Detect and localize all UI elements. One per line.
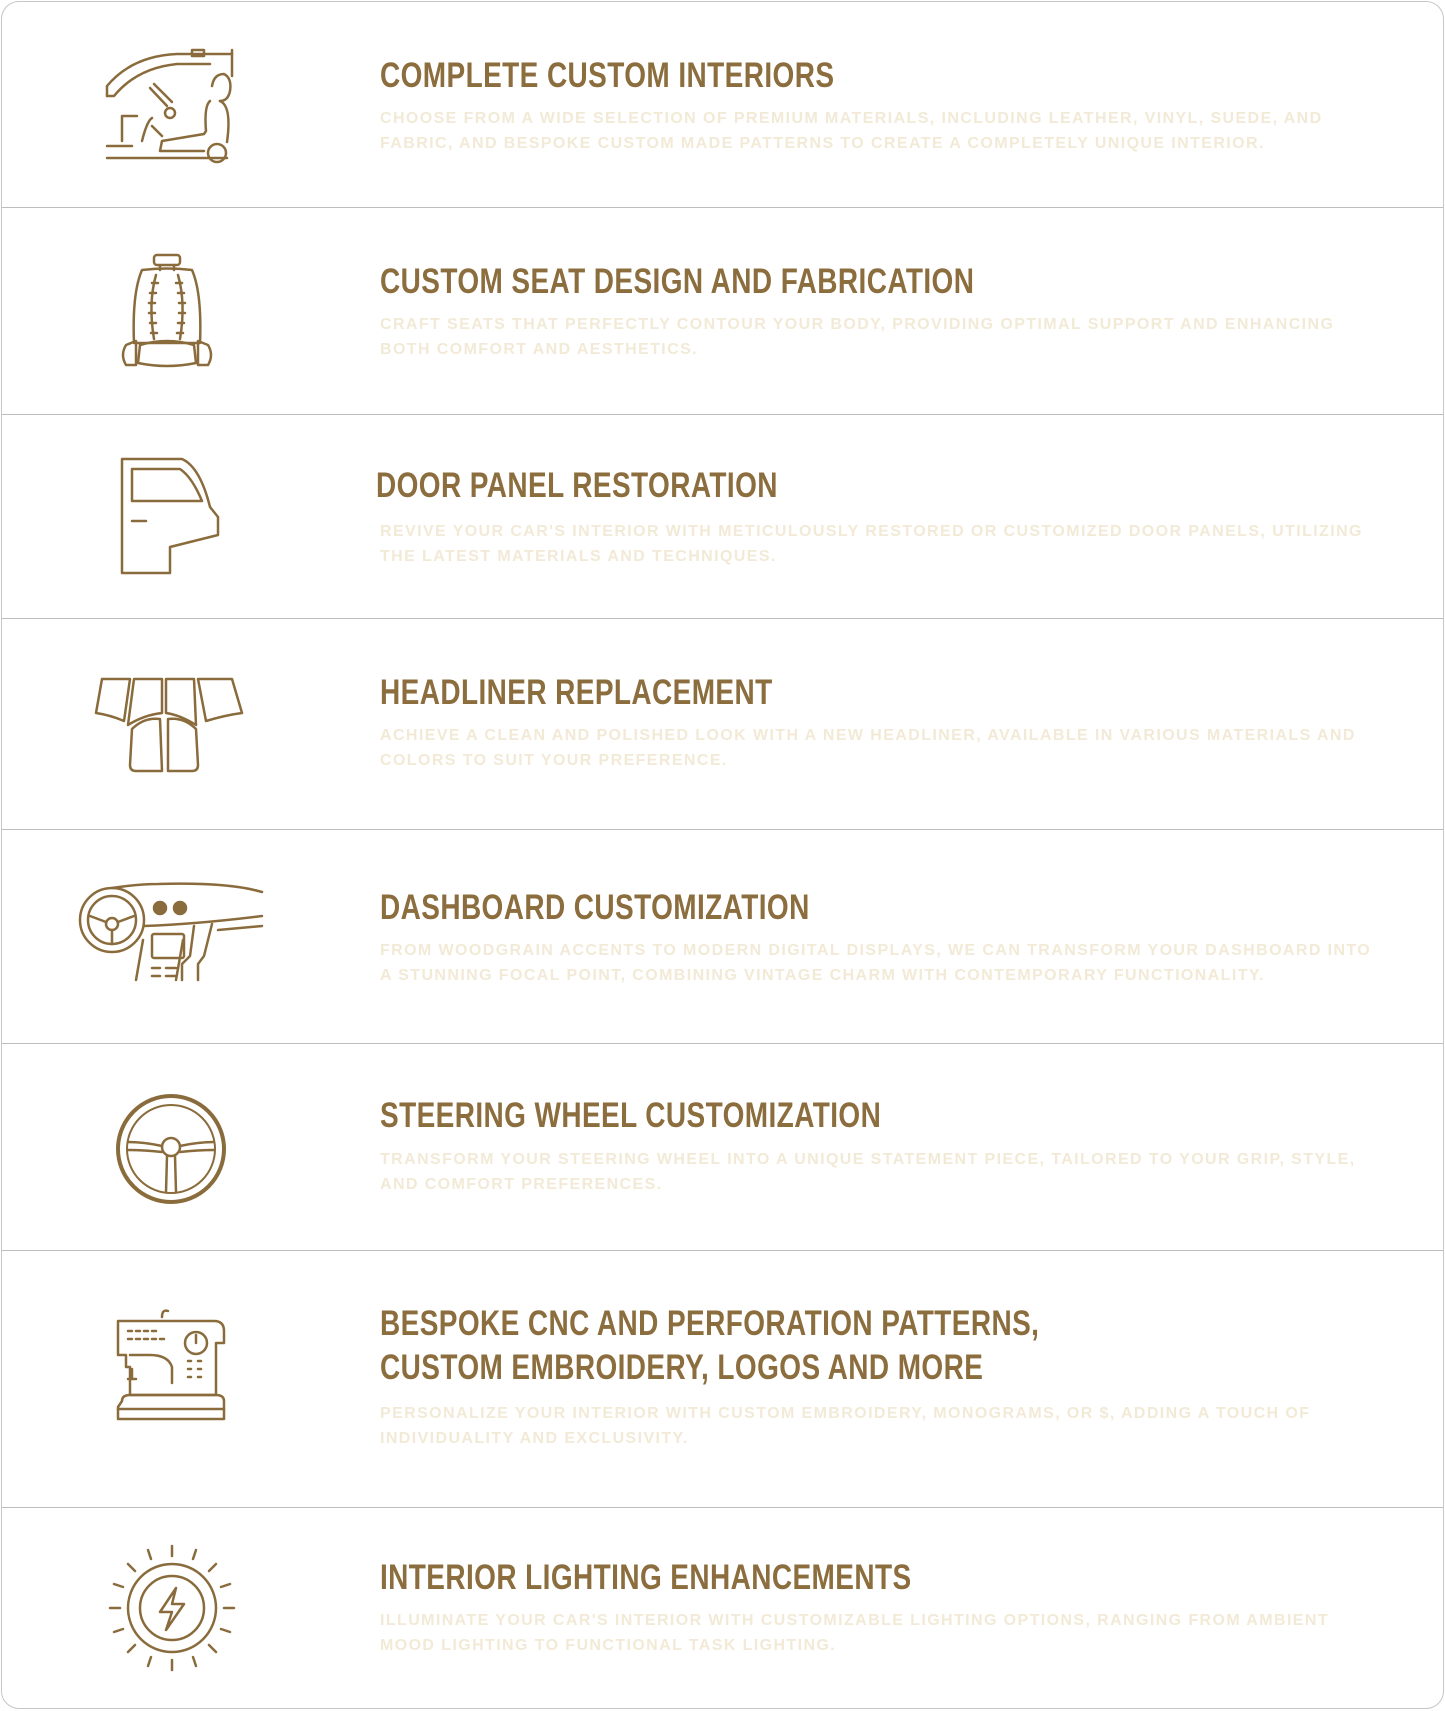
service-description: ACHIEVE A CLEAN AND POLISHED LOOK WITH A NEW HEADLINER, AVAILABLE IN VARIOUS MATERIALS AND COLORS TO SUIT YOUR PREFERENCE. bbox=[380, 727, 1356, 769]
service-title: STEERING WHEEL CUSTOMIZATION bbox=[380, 1096, 882, 1135]
service-description: FROM WOODGRAIN ACCENTS TO MODERN DIGITAL DISPLAYS, WE CAN TRANSFORM YOUR DASHBOARD INTO A STUNNING FOCAL POINT, COMBINING VINTAGE CHARM WITH CONTEMPORARY FUNCTIONALITY. bbox=[380, 942, 1372, 984]
service-title: DOOR PANEL RESTORATION bbox=[376, 466, 778, 505]
service-row bbox=[2, 619, 1443, 830]
lighting-icon bbox=[106, 1542, 286, 1674]
service-description: CHOOSE FROM A WIDE SELECTION OF PREMIUM MATERIALS, INCLUDING LEATHER, VINYL, SUEDE, AND FABRIC, AND BESPOKE CUSTOM MADE PATTERNS TO CREATE A COMPLETELY UNIQUE INTERIOR. bbox=[380, 110, 1323, 152]
service-description: CRAFT SEATS THAT PERFECTLY CONTOUR YOUR BODY, PROVIDING OPTIMAL SUPPORT AND ENHANCING BOTH COMFORT AND AESTHETICS. bbox=[380, 316, 1335, 358]
sewing-machine-icon bbox=[114, 1307, 294, 1423]
service-row bbox=[2, 208, 1443, 415]
service-description: REVIVE YOUR CAR'S INTERIOR WITH METICULOUSLY RESTORED OR CUSTOMIZED DOOR PANELS, UTILIZING THE LATEST MATERIALS AND TECHNIQUES. bbox=[380, 523, 1363, 565]
service-title: CUSTOM SEAT DESIGN AND FABRICATION bbox=[380, 262, 975, 301]
service-row bbox=[2, 830, 1443, 1044]
service-row bbox=[2, 1508, 1443, 1709]
service-description: ILLUMINATE YOUR CAR'S INTERIOR WITH CUSTOMIZABLE LIGHTING OPTIONS, RANGING FROM AMBIENT MOOD LIGHTING TO FUNCTIONAL TASK LIGHTING. bbox=[380, 1612, 1329, 1654]
service-row bbox=[2, 2, 1443, 208]
service-row bbox=[2, 1044, 1443, 1251]
service-title: BESPOKE CNC AND PERFORATION PATTERNS, CUSTOM EMBROIDERY, LOGOS AND MORE bbox=[380, 1304, 1040, 1387]
service-title: COMPLETE CUSTOM INTERIORS bbox=[380, 56, 835, 95]
car-door-icon bbox=[120, 457, 300, 577]
services-panel bbox=[1, 1, 1444, 1709]
car-seat-icon bbox=[112, 253, 292, 373]
service-title: HEADLINER REPLACEMENT bbox=[380, 673, 773, 712]
car-interior-icon bbox=[92, 46, 272, 166]
headliner-icon bbox=[92, 673, 272, 783]
steering-wheel-icon bbox=[114, 1092, 294, 1206]
service-title: INTERIOR LIGHTING ENHANCEMENTS bbox=[380, 1558, 912, 1597]
service-description: PERSONALIZE YOUR INTERIOR WITH CUSTOM EMBROIDERY, MONOGRAMS, OR $, ADDING A TOUCH OF INDIVIDUALITY AND EXCLUSIVITY. bbox=[380, 1405, 1311, 1447]
service-description: TRANSFORM YOUR STEERING WHEEL INTO A UNIQUE STATEMENT PIECE, TAILORED TO YOUR GRIP, STYLE, AND COMFORT PREFERENCES. bbox=[380, 1151, 1356, 1193]
service-row bbox=[2, 1251, 1443, 1508]
dashboard-icon bbox=[78, 880, 258, 990]
service-row bbox=[2, 415, 1443, 619]
service-title: DASHBOARD CUSTOMIZATION bbox=[380, 888, 810, 927]
